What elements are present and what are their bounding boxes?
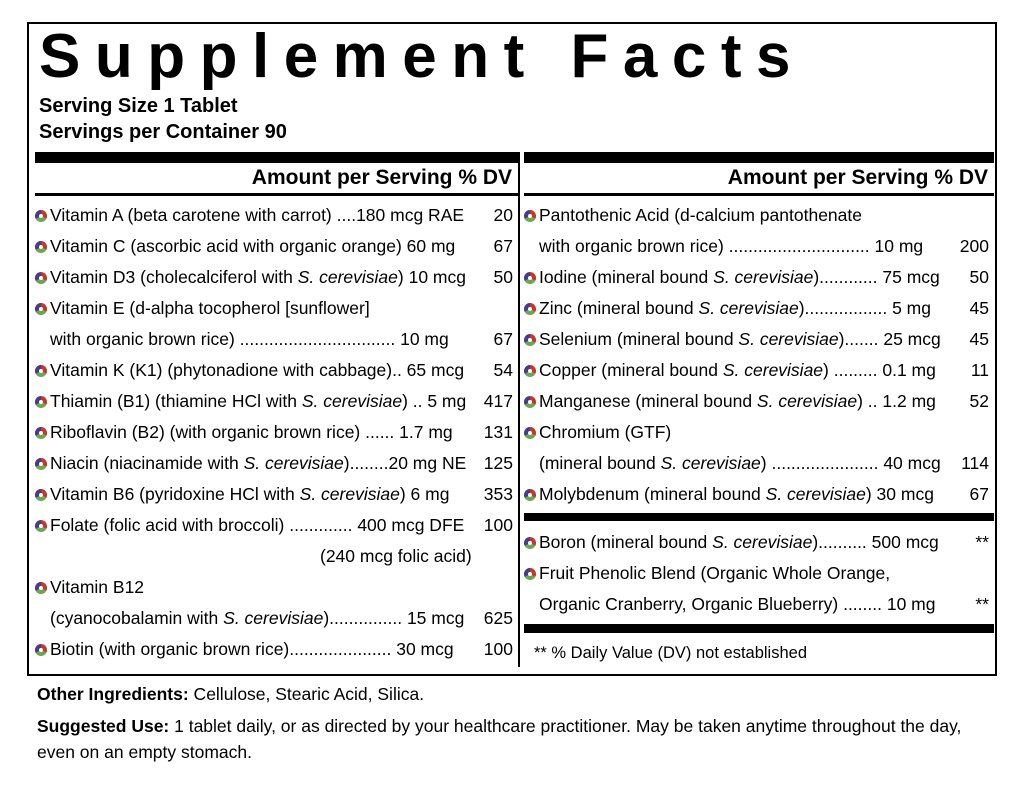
nutrient-dv: 11 [970,360,989,380]
tricolor-bullet-icon [524,334,536,346]
nutrient-row [35,324,518,355]
nutrient-dv: ** [975,594,989,614]
nutrient-row [35,355,518,386]
nutrient-row [524,479,994,510]
nutrient-name: Chromium (GTF) [539,422,672,442]
nutrient-row [35,572,518,603]
right-bottom-bar [524,624,994,633]
nutrient-name: Selenium (mineral bound S. cerevisiae)....... 25 mcg [539,329,941,349]
tricolor-bullet-icon [524,568,536,580]
nutrient-row [524,448,994,479]
nutrient-dv: 100 [483,639,513,659]
nutrient-dv: ** [975,532,989,552]
tricolor-bullet-icon [35,272,47,284]
left-nutrient-list [35,196,518,665]
nutrient-dv: 625 [483,608,513,628]
tricolor-bullet-icon [524,489,536,501]
tricolor-bullet-icon [35,582,47,594]
nutrient-name: Molybdenum (mineral bound S. cerevisiae) 30 mcg [539,484,934,504]
tricolor-bullet-icon [35,489,47,501]
nutrient-name: with organic brown rice) ............................. 10 mg [539,236,924,256]
nutrient-row [524,324,994,355]
left-top-bar [35,152,518,163]
other-ingredients-text: Cellulose, Stearic Acid, Silica. [188,684,425,704]
nutrient-row [35,510,518,541]
nutrient-dv: 45 [969,329,989,349]
right-nutrient-list [524,196,994,510]
nutrient-row [35,603,518,634]
nutrient-row [524,527,994,558]
left-header: Amount per Serving % DV [251,166,512,189]
nutrient-dv: 100 [483,515,513,535]
tricolor-bullet-icon [35,396,47,408]
suggested-use-text: 1 tablet daily, or as directed by your healthcare practitioner. May be taken anytime throughout the day, [169,716,962,736]
nutrient-row [35,417,518,448]
tricolor-bullet-icon [35,241,47,253]
tricolor-bullet-icon [524,427,536,439]
tricolor-bullet-icon [524,303,536,315]
nutrient-name: Thiamin (B1) (thiamine HCl with S. cerevisiae) .. 5 mg [50,391,467,411]
serving-size: Serving Size 1 Tablet [39,95,238,117]
tricolor-bullet-icon [35,303,47,315]
nutrient-name: Niacin (niacinamide with S. cerevisiae)........20 mg NE [50,453,467,473]
column-divider [518,152,520,667]
nutrient-name: Pantothenic Acid (d-calcium pantothenate [539,205,862,225]
tricolor-bullet-icon [35,365,47,377]
tricolor-bullet-icon [524,272,536,284]
nutrient-dv: 45 [969,298,989,318]
nutrient-row [524,355,994,386]
nutrient-dv: 417 [483,391,513,411]
right-header: Amount per Serving % DV [727,166,988,189]
nutrient-row [524,200,994,231]
nutrient-name: Iodine (mineral bound S. cerevisiae)............ 75 mcg [539,267,940,287]
nutrient-name: Fruit Phenolic Blend (Organic Whole Orange, [539,563,891,583]
nutrient-name: Vitamin B6 (pyridoxine HCl with S. cerevisiae) 6 mg [50,484,450,504]
nutrient-row [524,386,994,417]
nutrient-name: Boron (mineral bound S. cerevisiae).......... 500 mcg [539,532,939,552]
nutrient-name: Organic Cranberry, Organic Blueberry) ........ 10 mg [539,594,936,614]
nutrient-dv: 50 [969,267,989,287]
other-ingredients-label: Other Ingredients: [37,684,189,704]
nutrient-name: Vitamin D3 (cholecalciferol with S. cerevisiae) 10 mcg [50,267,466,287]
nutrient-row [35,293,518,324]
nutrient-dv: 125 [483,453,513,473]
nutrient-dv: 20 [493,205,513,225]
nutrient-dv: 200 [959,236,989,256]
nutrient-name: Vitamin C (ascorbic acid with organic orange) 60 mg [50,236,456,256]
nutrient-row [35,200,518,231]
nutrient-row [524,231,994,262]
nutrient-name: Zinc (mineral bound S. cerevisiae)................. 5 mg [539,298,931,318]
supplement-facts-panel [27,22,997,676]
tricolor-bullet-icon [35,520,47,532]
tricolor-bullet-icon [35,427,47,439]
nutrient-name: Vitamin E (d-alpha tocopherol [sunflower] [50,298,370,318]
nutrient-row [35,634,518,665]
nutrient-dv: 50 [493,267,513,287]
nutrient-dv: 114 [961,453,989,473]
nutrient-row [524,589,994,620]
nutrient-name: Vitamin K (K1) (phytonadione with cabbage).. 65 mcg [50,360,465,380]
tricolor-bullet-icon [35,458,47,470]
nutrient-dv: 67 [493,329,513,349]
nutrient-dv: 67 [969,484,989,504]
right-other-list [524,527,994,620]
nutrient-name: (240 mcg folic acid) [320,546,472,566]
nutrient-row [35,479,518,510]
nutrient-dv: 52 [969,391,989,411]
left-column [35,152,518,665]
nutrient-row [35,386,518,417]
nutrient-name: (mineral bound S. cerevisiae) ...................... 40 mcg [539,453,941,473]
nutrient-name: Vitamin A (beta carotene with carrot) ....180 mcg RAE [50,205,465,225]
nutrient-name: Vitamin B12 [50,577,145,597]
right-column [524,152,994,667]
nutrient-row [35,448,518,479]
servings-per-container: Servings per Container 90 [39,121,287,143]
right-separator-bar [524,513,994,521]
tricolor-bullet-icon [35,210,47,222]
nutrient-row [35,231,518,262]
nutrient-dv: 54 [493,360,513,380]
suggested-use [37,712,961,740]
suggested-use-label: Suggested Use: [37,716,170,736]
tricolor-bullet-icon [524,537,536,549]
nutrient-name: Manganese (mineral bound S. cerevisiae) .. 1.2 mg [539,391,936,411]
nutrient-name: (cyanocobalamin with S. cerevisiae)............... 15 mcg [50,608,465,628]
nutrient-dv: 131 [483,422,513,442]
nutrient-dv: 67 [493,236,513,256]
nutrient-row [524,417,994,448]
nutrient-row [35,541,518,572]
nutrient-name: Biotin (with organic brown rice)..................... 30 mcg [50,639,454,659]
nutrient-name: Folate (folic acid with broccoli) ............. 400 mcg DFE [50,515,465,535]
nutrient-row [524,262,994,293]
nutrient-name: with organic brown rice) ................................ 10 mg [50,329,449,349]
tricolor-bullet-icon [35,644,47,656]
nutrient-row [524,558,994,589]
dv-footnote: ** % Daily Value (DV) not established [534,644,807,662]
right-top-bar [524,152,994,163]
other-ingredients [37,680,424,708]
tricolor-bullet-icon [524,396,536,408]
nutrient-dv: 353 [483,484,513,504]
tricolor-bullet-icon [524,365,536,377]
tricolor-bullet-icon [524,210,536,222]
suggested-use-continued: even on an empty stomach. [37,742,252,762]
nutrient-name: Riboflavin (B2) (with organic brown rice) ...... 1.7 mg [50,422,453,442]
nutrient-row [524,293,994,324]
nutrient-row [35,262,518,293]
nutrient-name: Copper (mineral bound S. cerevisiae) ......... 0.1 mg [539,360,936,380]
panel-title: Supplement Facts [39,22,805,91]
